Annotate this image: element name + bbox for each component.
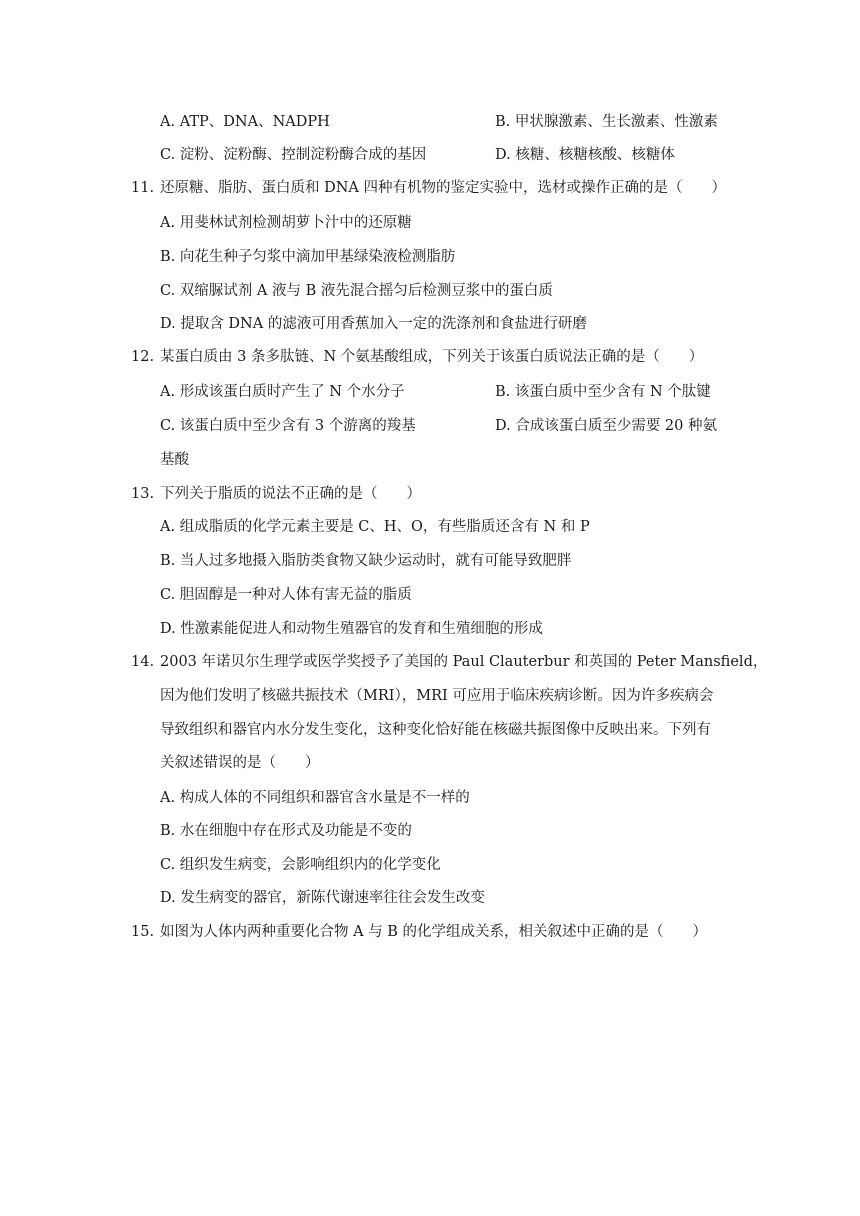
q12-number: 12.	[131, 349, 155, 365]
q11-option-b[interactable]: B. 向花生种子匀浆中滴加甲基绿染液检测脂肪	[160, 249, 456, 265]
q15-number: 15.	[131, 924, 155, 940]
q11-number: 11.	[131, 180, 155, 196]
q11-option-d[interactable]: D. 提取含 DNA 的滤液可用香蕉加入一定的洗涤剂和食盐进行研磨	[160, 316, 587, 332]
q13-option-a[interactable]: A. 组成脂质的化学元素主要是 C、H、O，有些脂质还含有 N 和 P	[160, 519, 590, 535]
q10-option-c[interactable]: C. 淀粉、淀粉酶、控制淀粉酶合成的基因	[160, 147, 427, 163]
q12-option-b[interactable]: B. 该蛋白质中至少含有 N 个肽键	[495, 384, 711, 400]
q13-option-c[interactable]: C. 胆固醇是一种对人体有害无益的脂质	[160, 587, 412, 603]
q12-option-a[interactable]: A. 形成该蛋白质时产生了 N 个水分子	[160, 384, 405, 400]
q11-text: 还原糖、脂肪、蛋白质和 DNA 四种有机物的鉴定实验中，选材或操作正确的是（ ）	[160, 180, 726, 196]
q12-option-d[interactable]: D. 合成该蛋白质至少需要 20 种氨	[495, 418, 717, 434]
q13-text: 下列关于脂质的说法不正确的是（ ）	[160, 486, 421, 502]
q14-text-3: 导致组织和器官内水分发生变化，这种变化恰好能在核磁共振图像中反映出来。下列有	[160, 722, 711, 738]
q14-text-1: 2003 年诺贝尔生理学或医学奖授予了美国的 Paul Clauterbur 和英国的 Peter Mansfield，	[160, 654, 768, 670]
q12-text: 某蛋白质由 3 条多肽链、N 个氨基酸组成，下列关于该蛋白质说法正确的是（ ）	[160, 349, 704, 365]
q13-option-d[interactable]: D. 性激素能促进人和动物生殖器官的发育和生殖细胞的形成	[160, 621, 543, 637]
q11-option-c[interactable]: C. 双缩脲试剂 A 液与 B 液先混合摇匀后检测豆浆中的蛋白质	[160, 283, 553, 299]
q14-option-a[interactable]: A. 构成人体的不同组织和器官含水量是不一样的	[160, 790, 470, 806]
q12-option-c[interactable]: C. 该蛋白质中至少含有 3 个游离的羧基	[160, 418, 416, 434]
q13-number: 13.	[131, 486, 155, 502]
q14-option-c[interactable]: C. 组织发生病变，会影响组织内的化学变化	[160, 857, 441, 873]
q13-option-b[interactable]: B. 当人过多地摄入脂肪类食物又缺少运动时，就有可能导致肥胖	[160, 553, 572, 569]
q10-option-b[interactable]: B. 甲状腺激素、生长激素、性激素	[495, 114, 718, 130]
q14-option-b[interactable]: B. 水在细胞中存在形式及功能是不变的	[160, 823, 412, 839]
q14-number: 14.	[131, 654, 155, 670]
q14-text-4: 关叙述错误的是（ ）	[160, 755, 320, 771]
q14-text-2: 因为他们发明了核磁共振技术（MRI），MRI 可应用于临床疾病诊断。因为许多疾病会	[160, 688, 714, 704]
q15-text: 如图为人体内两种重要化合物 A 与 B 的化学组成关系，相关叙述中正确的是（ ）	[160, 924, 708, 940]
q12-option-d-continued: 基酸	[160, 452, 189, 468]
q10-option-a[interactable]: A. ATP、DNA、NADPH	[160, 114, 330, 130]
q11-option-a[interactable]: A. 用斐林试剂检测胡萝卜汁中的还原糖	[160, 215, 412, 231]
q14-option-d[interactable]: D. 发生病变的器官，新陈代谢速率往往会发生改变	[160, 890, 485, 906]
q10-option-d[interactable]: D. 核糖、核糖核酸、核糖体	[495, 147, 675, 163]
